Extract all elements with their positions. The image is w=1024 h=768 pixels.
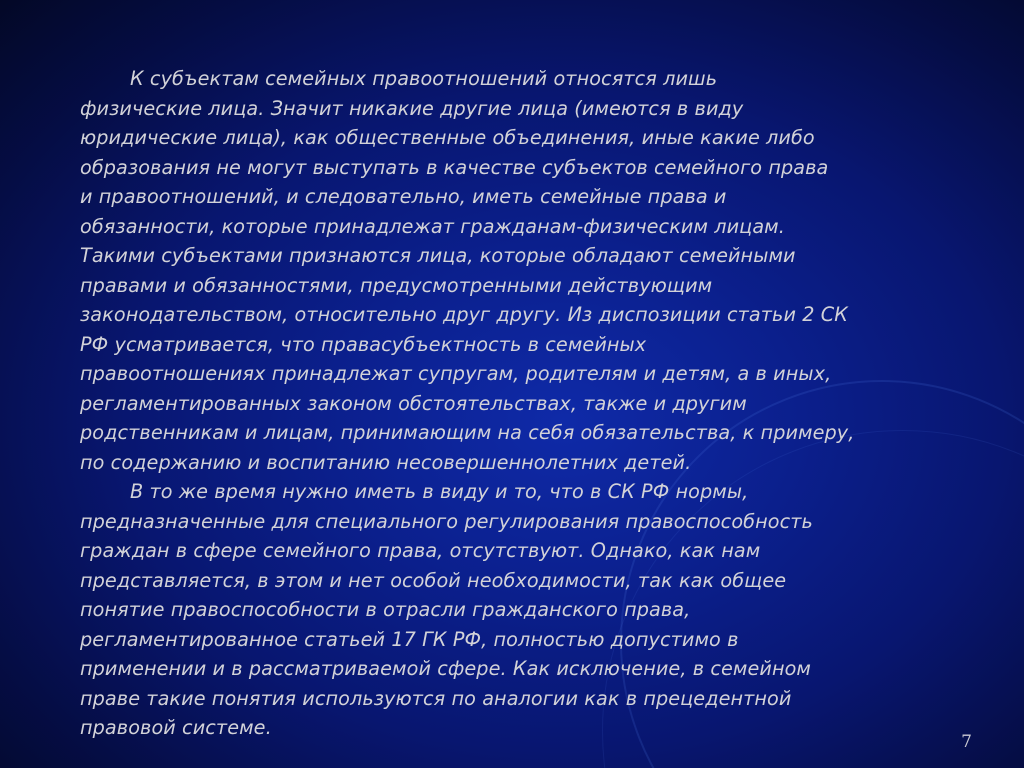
- slide-body-text: [80, 64, 960, 743]
- page-number: 7: [961, 732, 972, 752]
- paragraph-legal-capacity: В то же время нужно иметь в виду и то, что в СК РФ нормы, предназначенные для специального регулирования правоспособность граждан в сфере семейного права, отсутствуют. Однако, как нам представляется, в этом и нет особой необходимости, так как общее понятие правоспособности в отрасли гражданского права, регламентированное статьей 17 ГК РФ, полностью допустимо в применении и в рассматриваемой сфере. Как исключение, в семейном праве такие понятия используются по аналогии как в прецедентной правовой системе.: [80, 480, 813, 739]
- paragraph-subjects: К субъектам семейных правоотношений относятся лишь физические лица. Значит никакие другие лица (имеются в виду юридические лица), как общественные объединения, иные какие либо образования не могут выступать в качестве субъектов семейного права и правоотношений, и следовательно, иметь семейные права и обязанности, которые принадлежат гражданам-физическим лицам. Такими субъектами признаются лица, которые обладают семейными правами и обязанностями, предусмотренными действующим законодательством, относительно друг другу. Из диспозиции статьи 2 СК РФ усматривается, что правасубъектность в семейных правоотношениях принадлежат супругам, родителям и детям, а в иных, регламентированных законом обстоятельствах, также и другим родственникам и лицам, принимающим на себя обязательства, к примеру, по содержанию и воспитанию несовершеннолетних детей.: [80, 67, 855, 474]
